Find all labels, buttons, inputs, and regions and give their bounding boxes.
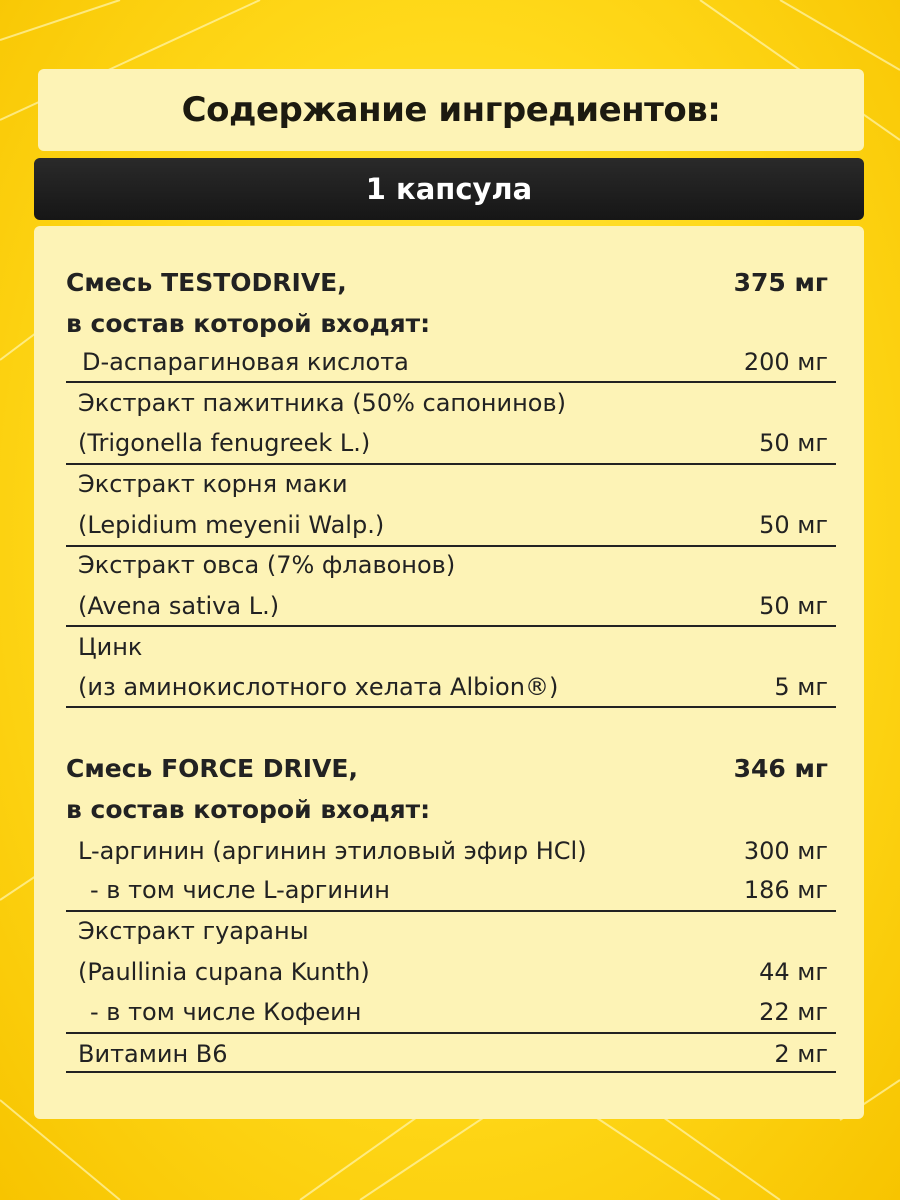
ingredient-latin: (Avena sativa L.) — [78, 592, 280, 620]
ingredient-name: Цинк — [78, 633, 143, 661]
ingredient-subname: - в том числе Кофеин — [90, 998, 362, 1026]
ingredient-name: Экстракт гуараны — [78, 917, 309, 945]
ingredient-row — [78, 633, 836, 661]
divider — [66, 625, 836, 627]
ingredient-name: Экстракт корня маки — [78, 470, 348, 498]
ingredient-amount: 5 мг — [774, 673, 828, 701]
blend2-header — [66, 754, 836, 783]
ingredient-amount: 2 мг — [774, 1040, 828, 1068]
ingredient-amount: 44 мг — [759, 958, 828, 986]
ingredient-latin: (из аминокислотного хелата Albion®) — [78, 673, 559, 701]
divider — [66, 381, 836, 383]
ingredient-row — [78, 673, 836, 701]
ingredient-row — [78, 917, 836, 945]
blend1-header — [66, 268, 836, 297]
ingredient-row — [78, 958, 836, 986]
ingredient-name: L-аргинин (аргинин этиловый эфир HCl) — [78, 837, 587, 865]
ingredient-latin: (Trigonella fenugreek L.) — [78, 429, 371, 457]
blend1-subtitle: в состав которой входят: — [66, 309, 431, 338]
ingredient-name: Экстракт пажитника (50% сапонинов) — [78, 389, 566, 417]
ingredient-row — [78, 389, 836, 417]
page-title: Содержание ингредиентов: — [181, 90, 721, 130]
ingredient-latin: (Paullinia cupana Kunth) — [78, 958, 370, 986]
ingredient-name: D-аспарагиновая кислота — [82, 348, 409, 376]
divider — [66, 706, 836, 708]
ingredient-row — [78, 511, 836, 539]
blend1-amount: 375 мг — [733, 268, 828, 297]
divider — [66, 545, 836, 547]
ingredient-subname: - в том числе L-аргинин — [90, 876, 390, 904]
ingredient-row — [78, 429, 836, 457]
serving-bar — [34, 158, 864, 220]
ingredient-row — [82, 348, 836, 376]
divider — [66, 1032, 836, 1034]
blend2-subtitle-row — [66, 795, 836, 824]
ingredient-amount: 50 мг — [759, 511, 828, 539]
ingredient-subamount: 186 мг — [743, 876, 828, 904]
ingredient-row — [78, 1040, 836, 1068]
blend2-subtitle: в состав которой входят: — [66, 795, 431, 824]
ingredient-latin: (Lepidium meyenii Walp.) — [78, 511, 385, 539]
divider — [66, 463, 836, 465]
blend1-name: Смесь TESTODRIVE, — [66, 268, 347, 297]
ingredient-row — [78, 470, 836, 498]
ingredient-subrow — [90, 998, 836, 1026]
ingredient-amount: 50 мг — [759, 429, 828, 457]
ingredient-name: Витамин B6 — [78, 1040, 228, 1068]
ingredient-row — [78, 837, 836, 865]
blend2-amount: 346 мг — [733, 754, 828, 783]
ingredient-row — [78, 592, 836, 620]
ingredient-amount: 300 мг — [743, 837, 828, 865]
ingredient-amount: 200 мг — [743, 348, 828, 376]
ingredient-amount: 50 мг — [759, 592, 828, 620]
title-box — [38, 69, 864, 151]
serving-label: 1 капсула — [365, 172, 533, 206]
ingredient-name: Экстракт овса (7% флавонов) — [78, 551, 456, 579]
divider — [66, 910, 836, 912]
ingredient-subamount: 22 мг — [759, 998, 828, 1026]
ingredient-row — [78, 551, 836, 579]
divider — [66, 1071, 836, 1073]
ingredient-subrow — [90, 876, 836, 904]
blend2-name: Смесь FORCE DRIVE, — [66, 754, 359, 783]
blend1-subtitle-row — [66, 309, 836, 338]
